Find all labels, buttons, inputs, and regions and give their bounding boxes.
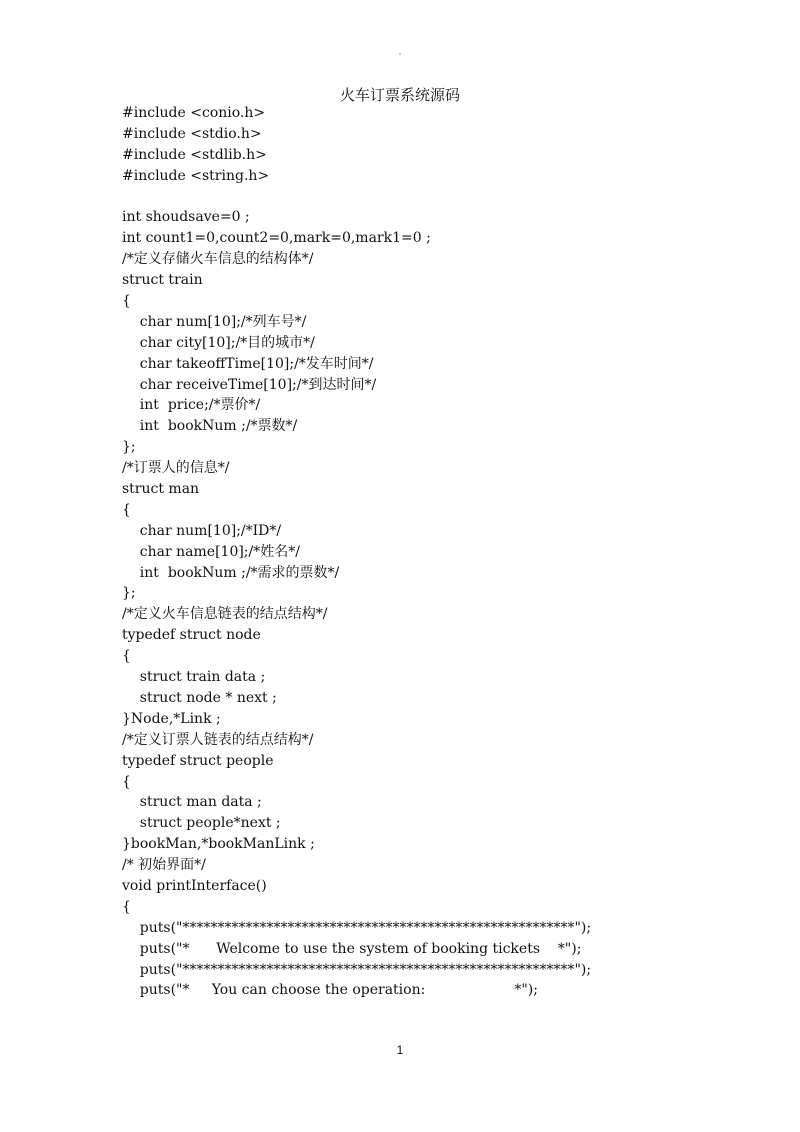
code-line: struct node * next ; [122, 689, 277, 706]
code-line: char takeoffTime[10];/*发车时间*/ [122, 355, 374, 372]
code-line: struct man data ; [122, 794, 262, 811]
code-line: struct man [122, 481, 200, 498]
code-line: #include <stdio.h> [122, 125, 262, 142]
code-line: #include <string.h> [122, 167, 270, 184]
code-line: typedef struct people [122, 752, 274, 769]
code-line [122, 187, 722, 208]
code-line: int shoudsave=0 ; [122, 209, 250, 226]
code-line: puts("* Welcome to use the system of booking tickets *"); [122, 940, 582, 957]
code-line: char name[10];/*姓名*/ [122, 543, 300, 560]
code-line: int bookNum ;/*票数*/ [122, 418, 298, 435]
code-line: { [122, 898, 131, 915]
code-line: puts("********************************************************"); [122, 919, 592, 936]
page-number: 1 [396, 1043, 404, 1057]
code-line: int price;/*票价*/ [122, 397, 261, 414]
code-line: { [122, 293, 131, 310]
code-line: typedef struct node [122, 627, 261, 644]
code-line: { [122, 773, 131, 790]
code-line: #include <conio.h> [122, 105, 266, 121]
code-line: /*定义火车信息链表的结点结构*/ [122, 606, 328, 623]
code-line: char city[10];/*目的城市*/ [122, 334, 315, 351]
code-line: puts("********************************************************"); [122, 961, 592, 978]
code-line: /*定义订票人链表的结点结构*/ [122, 731, 314, 748]
code-line: }; [122, 439, 136, 456]
source-code-block [122, 103, 722, 1001]
code-line: #include <stdlib.h> [122, 146, 267, 163]
code-line: puts("* You can choose the operation: *"); [122, 982, 538, 999]
code-line: }; [122, 585, 136, 602]
document-title: 火车订票系统源码 [339, 86, 460, 104]
code-line: /*定义存储火车信息的结构体*/ [122, 251, 314, 268]
code-line: { [122, 648, 131, 665]
code-line: { [122, 501, 131, 518]
code-line: char num[10];/*ID*/ [122, 522, 282, 539]
code-line: void printInterface() [122, 877, 267, 894]
code-line: }Node,*Link ; [122, 710, 221, 727]
page-marker-dot [399, 53, 401, 55]
code-line: }bookMan,*bookManLink ; [122, 836, 315, 853]
code-line: struct people*next ; [122, 815, 281, 832]
code-line: int bookNum ;/*需求的票数*/ [122, 564, 340, 581]
code-line: char num[10];/*列车号*/ [122, 313, 307, 330]
code-line: struct train [122, 272, 203, 289]
code-line: char receiveTime[10];/*到达时间*/ [122, 376, 377, 393]
code-line: /* 初始界面*/ [122, 857, 206, 874]
code-line: struct train data ; [122, 669, 266, 686]
code-line: int count1=0,count2=0,mark=0,mark1=0 ; [122, 230, 431, 247]
code-line: /*订票人的信息*/ [122, 460, 230, 477]
